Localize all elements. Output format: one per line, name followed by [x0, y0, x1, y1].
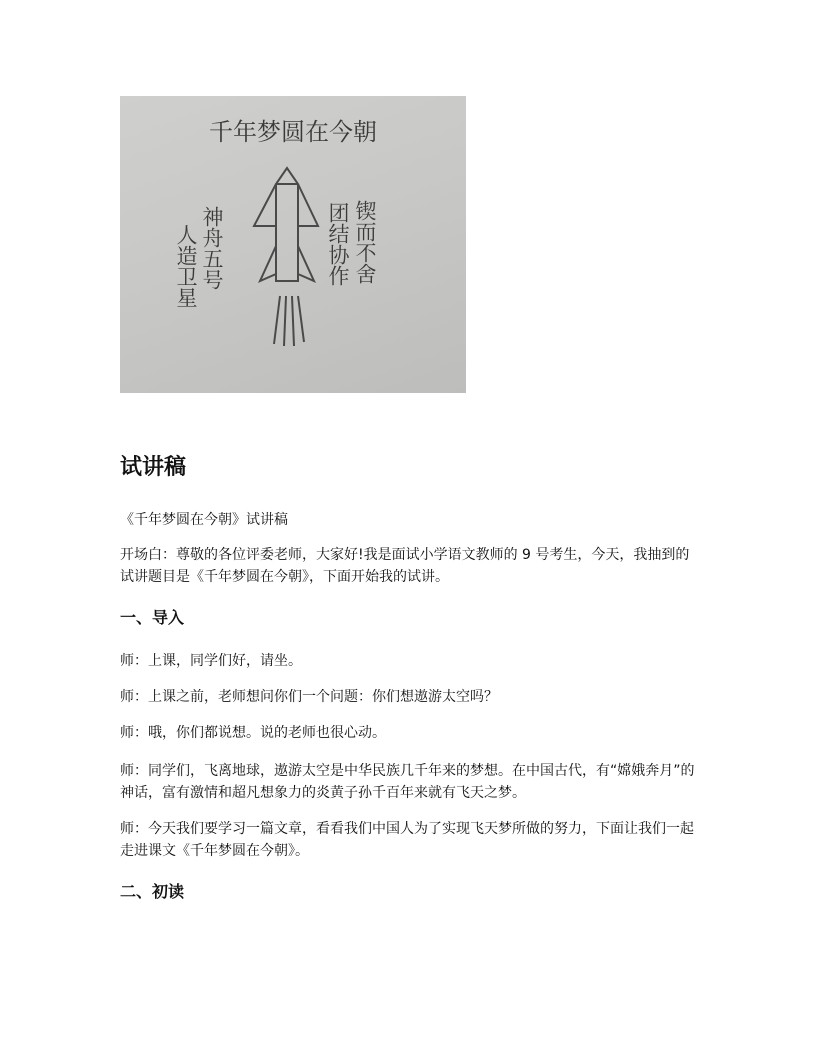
- paragraph: 师：上课，同学们好，请坐。: [120, 653, 302, 669]
- sketch-title: 千年梦圆在今朝: [209, 118, 377, 146]
- sketch-col-shenzhou-wuhao: 神舟五号: [200, 206, 224, 290]
- rocket-drawing: [254, 168, 318, 346]
- sketch-col-tuanjie-xiezuo: 团结协作: [326, 202, 350, 286]
- paragraph: 师：哦，你们都说想。说的老师也很心动。: [120, 725, 386, 741]
- intro-paragraph: 开场白：尊敬的各位评委老师，大家好!我是面试小学语文教师的 9 号考生，今天，我抽到的试讲题目是《千年梦圆在今朝》，下面开始我的试讲。: [120, 547, 690, 585]
- rocket-sketch: [120, 96, 466, 393]
- section-title-daoru: 一、导入: [120, 608, 185, 627]
- paragraph: 师：同学们，飞离地球，遨游太空是中华民族几千年来的梦想。在中国古代，有“嫦娥奔月”的神话，富有激情和超凡想象力的炎黄子孙千百年来就有飞天之梦。: [120, 763, 695, 801]
- blackboard-sketch-photo: [120, 96, 466, 393]
- sketch-col-qieer-bushe: 锲而不舍: [353, 200, 377, 284]
- sketch-col-renzao-weixing: 人造卫星: [174, 224, 198, 308]
- doc-subtitle: 《千年梦圆在今朝》试讲稿: [120, 512, 288, 528]
- paragraph: 师：上课之前，老师想问你们一个问题：你们想遨游太空吗？: [120, 689, 498, 705]
- section-title-chudu: 二、初读: [120, 882, 185, 901]
- doc-heading: 试讲稿: [120, 455, 187, 480]
- paragraph: 师：今天我们要学习一篇文章，看看我们中国人为了实现飞天梦所做的努力，下面让我们一起走进课文《千年梦圆在今朝》。: [120, 821, 694, 859]
